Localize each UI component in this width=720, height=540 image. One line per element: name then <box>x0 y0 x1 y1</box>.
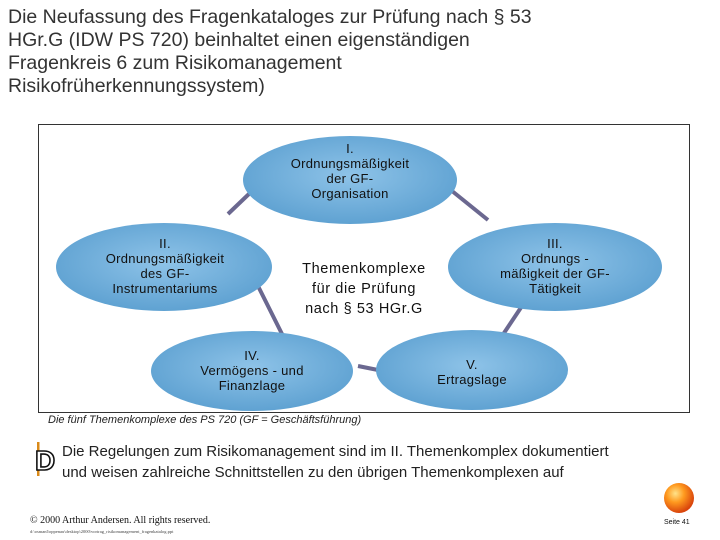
node-label-iii <box>474 236 636 296</box>
node-label-i <box>270 141 430 201</box>
node-label-line: I. <box>346 141 354 156</box>
center-label-line: für die Prüfung <box>311 281 417 297</box>
node-label-iv <box>172 348 332 393</box>
node-label-line: des GF- <box>140 266 190 281</box>
node-label-line: der GF- <box>326 171 374 186</box>
node-label-line: Ertragslage <box>437 372 507 387</box>
node-label-line: Organisation <box>311 186 389 201</box>
slide-title <box>8 6 708 98</box>
node-label-line: Vermögens - und <box>200 363 304 378</box>
center-label-line: Themenkomplexe <box>302 261 426 277</box>
node-label-line: Ordnungs - <box>520 251 590 266</box>
node-label-line: IV. <box>244 348 260 363</box>
diagram-caption: Die fünf Themenkomplexe des PS 720 (GF = Geschäftsführung) <box>48 414 362 426</box>
page-number: Seite 41 <box>664 519 690 526</box>
node-label-line: Tätigkeit <box>529 281 581 296</box>
connector-iv-v <box>358 366 378 370</box>
title-line: Fragenkreis 6 zum Risikomanagement <box>8 52 342 74</box>
copyright-notice: © 2000 Arthur Andersen. All rights reserved. <box>30 515 211 526</box>
d-letter-bullet-icon <box>34 440 60 480</box>
title-line: Risikofrüherkennungssystem) <box>8 75 265 97</box>
bullet-line: und weisen zahlreiche Schnittstellen zu den übrigen Themenkomplexen auf <box>62 464 564 481</box>
node-label-line: mäßigkeit der GF- <box>500 266 610 281</box>
node-label-line: Instrumentariums <box>112 281 218 296</box>
center-label-line: nach § 53 HGr.G <box>305 301 423 317</box>
title-line: Die Neufassung des Fragenkataloges zur Prüfung nach § 53 <box>8 6 532 28</box>
bullet-text <box>62 441 712 483</box>
node-label-line: II. <box>159 236 171 251</box>
file-path: d:\osmanl\oppenau\desktop\2000\vortrag_risikomanagement_fragenkatalog.ppt <box>30 529 174 534</box>
orange-sphere-logo-icon <box>663 482 695 514</box>
node-label-line: V. <box>466 357 478 372</box>
title-line: HGr.G (IDW PS 720) beinhaltet einen eigenständigen <box>8 29 470 51</box>
node-label-line: Finanzlage <box>218 378 286 393</box>
node-label-line: III. <box>547 236 563 251</box>
node-label-line: Ordnungsmäßigkeit <box>105 251 225 266</box>
bullet-line: Die Regelungen zum Risikomanagement sind im II. Themenkomplex dokumentiert <box>62 443 609 460</box>
svg-text:D: D <box>35 445 56 476</box>
node-label-ii <box>84 236 246 296</box>
node-label-line: Ordnungsmäßigkeit <box>290 156 410 171</box>
node-label-v <box>402 357 542 387</box>
center-label <box>284 259 444 319</box>
